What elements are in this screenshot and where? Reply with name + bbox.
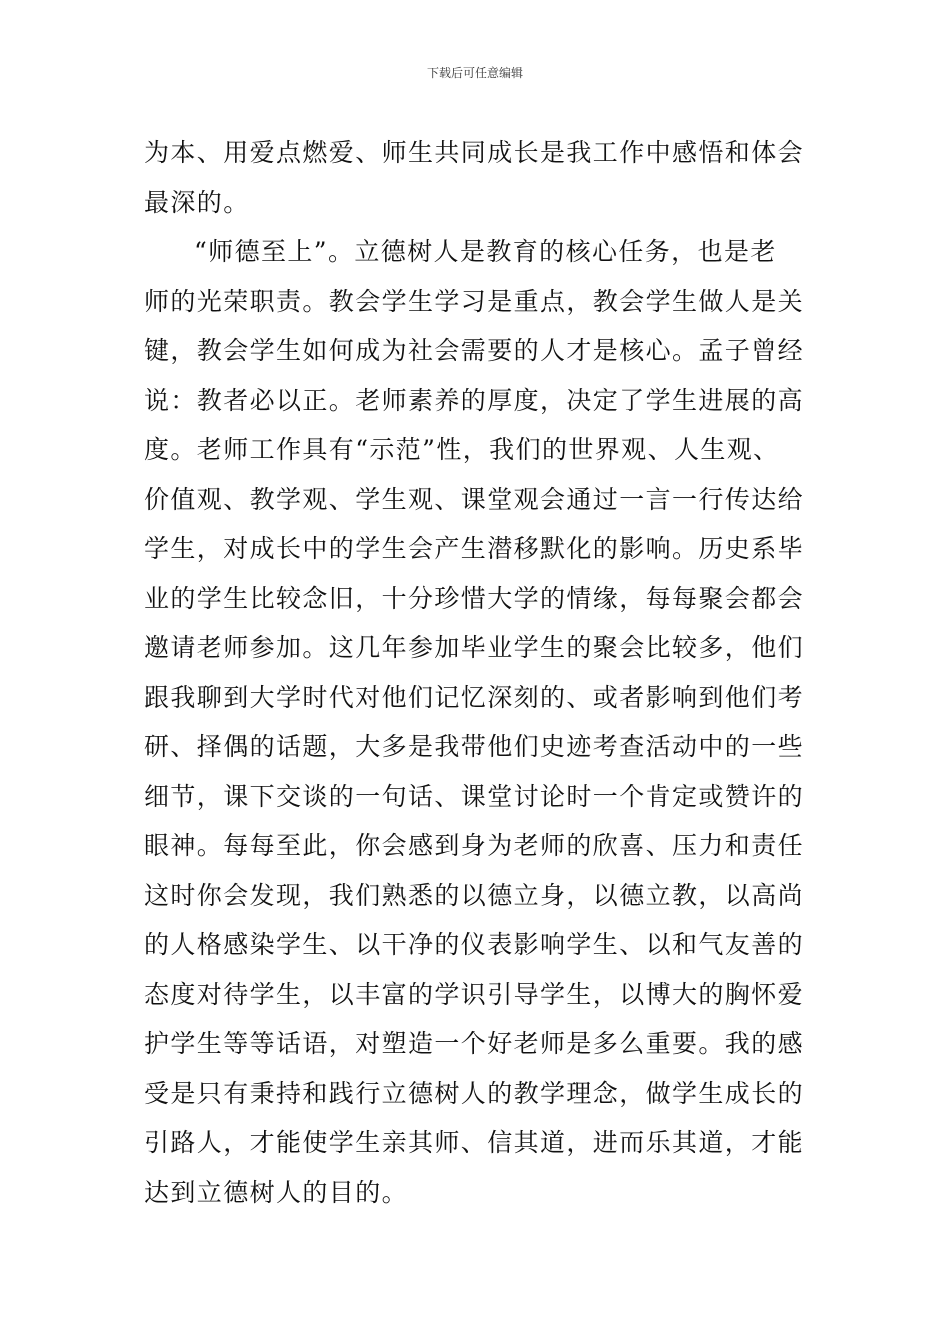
text-line: 达到立德树人的目的。 <box>144 1177 409 1207</box>
text-line: “师德至上”。立德树人是教育的核心任务，也是老 <box>194 237 777 266</box>
text-line: 最深的。 <box>144 187 250 217</box>
document-body <box>144 128 808 1217</box>
text-line: 键，教会学生如何成为社会需要的人才是核心。孟子曾经 <box>144 336 805 365</box>
text-line: 这时你会发现，我们熟悉的以德立身，以德立教，以高尚 <box>144 880 805 910</box>
text-line: 邀请老师参加。这几年参加毕业学生的聚会比较多，他们 <box>144 633 805 662</box>
text-line: 引路人，才能使学生亲其师、信其道，进而乐其道，才能 <box>144 1128 805 1157</box>
text-line: 为本、用爱点燃爱、师生共同成长是我工作中感悟和体会 <box>144 138 805 167</box>
page-header: 下载后可任意编辑 <box>426 66 523 80</box>
paragraph-2 <box>144 227 808 1217</box>
text-line: 业的学生比较念旧，十分珍惜大学的情缘，每每聚会都会 <box>144 583 805 613</box>
text-line: 态度对待学生，以丰富的学识引导学生，以博大的胸怀爱 <box>144 979 805 1009</box>
text-line: 价值观、教学观、学生观、课堂观会通过一言一行传达给 <box>144 484 805 514</box>
text-line: 的人格感染学生、以干净的仪表影响学生、以和气友善的 <box>144 930 805 959</box>
text-line: 跟我聊到大学时代对他们记忆深刻的、或者影响到他们考 <box>144 682 805 712</box>
paragraph-1 <box>144 128 808 227</box>
text-line: 说：教者必以正。老师素养的厚度，决定了学生进展的高 <box>144 385 805 415</box>
text-line: 受是只有秉持和践行立德树人的教学理念，做学生成长的 <box>144 1078 805 1108</box>
text-line: 眼神。每每至此，你会感到身为老师的欣喜、压力和责任 <box>144 831 805 860</box>
text-line: 研、择偶的话题，大多是我带他们史迹考查活动中的一些 <box>144 732 805 761</box>
text-line: 护学生等等话语，对塑造一个好老师是多么重要。我的感 <box>144 1029 805 1058</box>
text-line: 学生，对成长中的学生会产生潜移默化的影响。历史系毕 <box>144 534 805 563</box>
text-line: 度。老师工作具有“示范”性，我们的世界观、人生观、 <box>144 435 780 464</box>
text-line: 师的光荣职责。教会学生学习是重点，教会学生做人是关 <box>144 286 805 316</box>
text-line: 细节，课下交谈的一句话、课堂讨论时一个肯定或赞许的 <box>144 781 805 811</box>
